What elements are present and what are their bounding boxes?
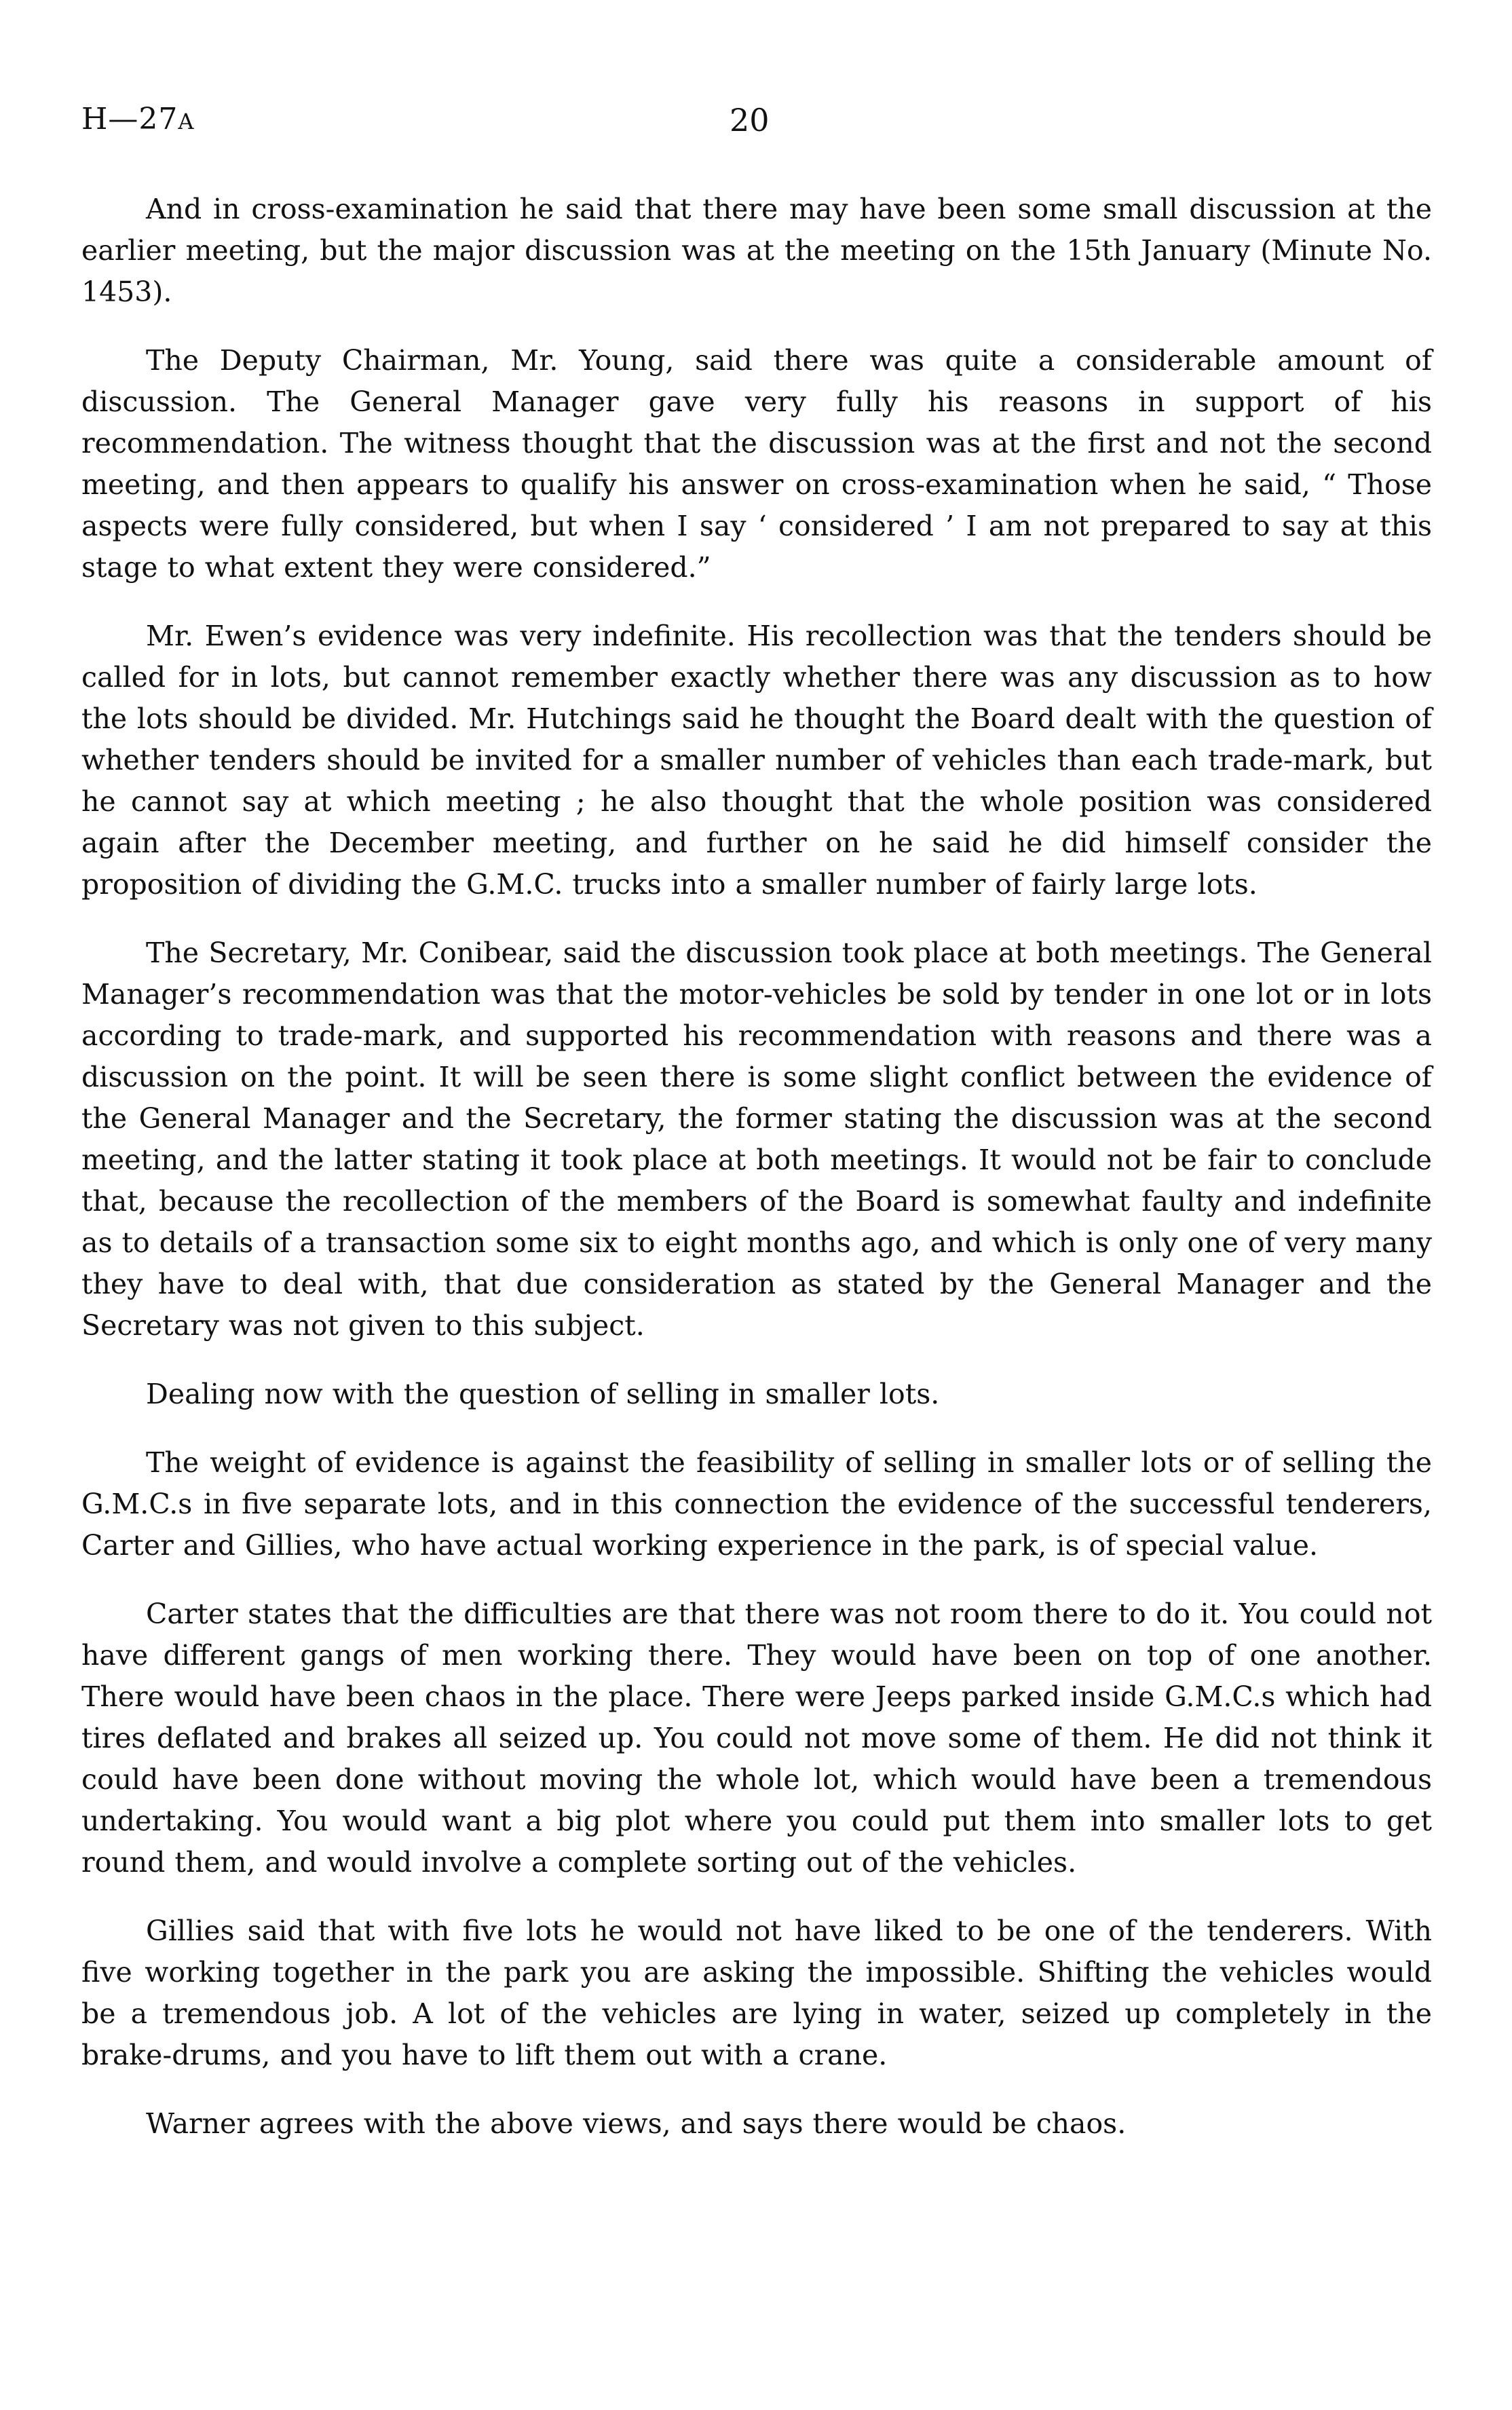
reference-suffix: A (178, 109, 195, 134)
page-header (81, 102, 1432, 149)
paragraph-secretary: The Secretary, Mr. Conibear, said the discussion took place at both meetings. The General Manager’s recommendation was that the motor-vehicles be sold by tender in one lot or in lots according to trade-mark, and supported his recommendation with reasons and there was a discussion on the point. It will be seen there is some slight conflict between the evidence of the General Manager and the Secretary, the former stating the discussion was at the second meeting, and the latter stating it took place at both meetings. It would not be fair to conclude that, because the recollection of the members of the Board is somewhat faulty and indefinite as to details of a transaction some six to eight months ago, and which is only one of very many they have to deal with, that due consideration as stated by the General Manager and the Secretary was not given to this subject. (81, 937, 1432, 1342)
paragraph-weight-of-evidence: The weight of evidence is against the feasibility of selling in smaller lots or of selling the G.M.C.s in five separate lots, and in this connection the evidence of the successful tenderers, Carter and Gillies, who have actual working experience in the park, is of special value. (81, 1446, 1432, 1562)
paragraph-cross-examination: And in cross-examination he said that there may have been some small discussion at the earlier meeting, but the major discussion was at the meeting on the 15th January (Minute No. 1453). (81, 193, 1432, 308)
document-body (81, 189, 1432, 2172)
document-reference (81, 102, 194, 136)
reference-main: H—27 (81, 102, 178, 136)
paragraph-carter: Carter states that the difficulties are that there was not room there to do it. You could not have different gangs of men working there. They would have been on top of one another. There would have been chaos in the place. There were Jeeps parked inside G.M.C.s which had tires deflated and brakes all seized up. You could not move some of them. He did not think it could have been done without moving the whole lot, which would have been a tremendous undertaking. You would want a big plot where you could put them into smaller lots to get round them, and would involve a complete sorting out of the vehicles. (81, 1598, 1432, 1879)
page-number: 20 (730, 102, 770, 138)
paragraph-smaller-lots: Dealing now with the question of selling in smaller lots. (146, 1378, 940, 1410)
paragraph-ewen-evidence: Mr. Ewen’s evidence was very indefinite. His recollection was that the tenders should be called for in lots, but cannot remember exactly whether there was any discussion as to how the lots should be divided. Mr. Hutchings said he thought the Board dealt with the question of whether tenders should be invited for a smaller number of vehicles than each trade-mark, but he cannot say at which meeting ; he also thought that the whole position was considered again after the December meeting, and further on he said he did himself consider the proposition of dividing the G.M.C. trucks into a smaller number of fairly large lots. (81, 620, 1432, 901)
paragraph-gillies: Gillies said that with five lots he would not have liked to be one of the tenderers. With five working together in the park you are asking the impossible. Shifting the vehicles would be a tremendous job. A lot of the vehicles are lying in water, seized up completely in the brake-drums, and you have to lift them out with a crane. (81, 1915, 1432, 2071)
paragraph-deputy-chairman: The Deputy Chairman, Mr. Young, said there was quite a considerable amount of discussion. The General Manager gave very fully his reasons in support of his recommendation. The witness thought that the discussion was at the first and not the second meeting, and then appears to qualify his answer on cross-examination when he said, “ Those aspects were fully considered, but when I say ‘ considered ’ I am not prepared to say at this stage to what extent they were considered.” (81, 344, 1432, 584)
paragraph-warner: Warner agrees with the above views, and says there would be chaos. (146, 2107, 1127, 2140)
